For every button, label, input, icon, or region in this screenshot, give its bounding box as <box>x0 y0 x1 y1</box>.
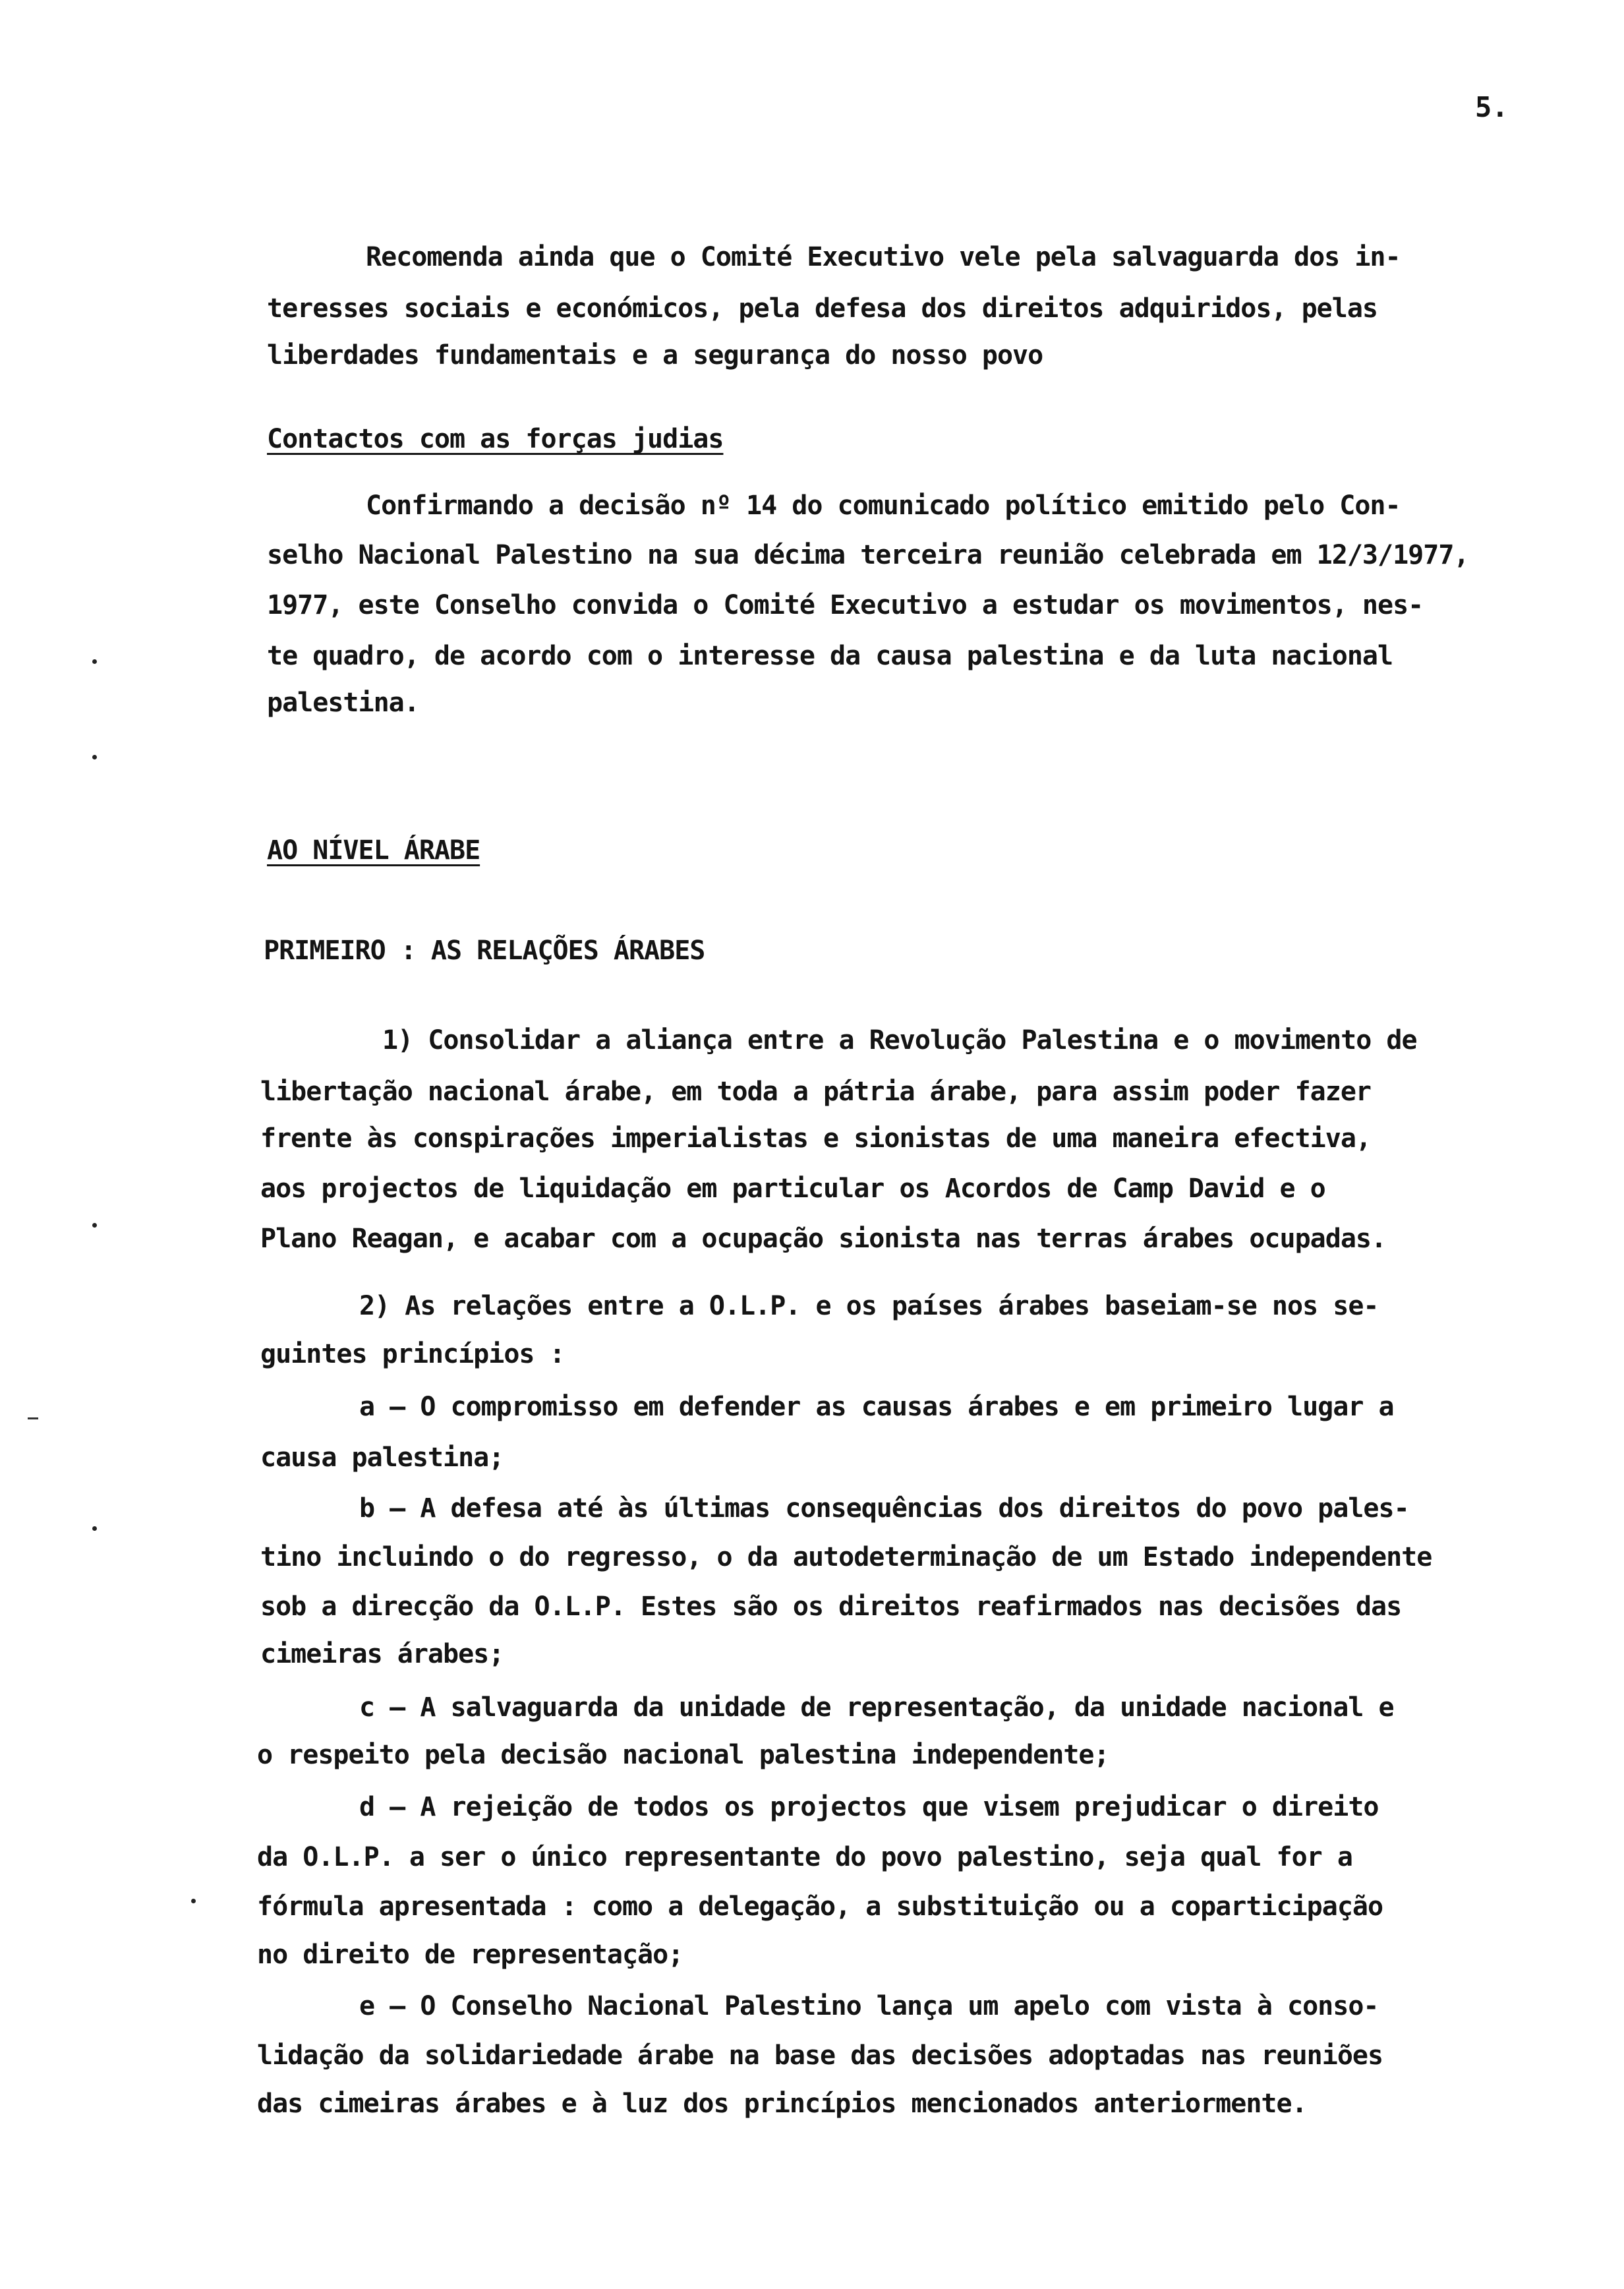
list-item-line: e — O Conselho Nacional Palestino lança um apelo com vista à conso- <box>359 1991 1379 2021</box>
paragraph-line: Confirmando a decisão nº 14 do comunicado político emitido pelo Con- <box>366 490 1401 521</box>
list-item-line: das cimeiras árabes e à luz dos princípios mencionados anteriormente. <box>257 2089 1307 2119</box>
margin-mark <box>92 1526 97 1531</box>
paragraph-line: 1) Consolidar a aliança entre a Revolução Palestina e o movimento de <box>382 1025 1417 1055</box>
paragraph-line: palestina. <box>267 688 419 718</box>
paragraph-line: libertação nacional árabe, em toda a pátria árabe, para assim poder fazer <box>260 1077 1371 1107</box>
list-item-line: c — A salvaguarda da unidade de representação, da unidade nacional e <box>359 1692 1394 1723</box>
margin-mark <box>92 755 97 759</box>
list-item-line: b — A defesa até às últimas consequências dos direitos do povo pales- <box>359 1493 1409 1524</box>
list-item-line: o respeito pela decisão nacional palestina independente; <box>257 1740 1109 1770</box>
paragraph-line: teresses sociais e económicos, pela defesa dos direitos adquiridos, pelas <box>267 293 1378 324</box>
paragraph-line: liberdades fundamentais e a segurança do nosso povo <box>267 340 1043 371</box>
paragraph-line: te quadro, de acordo com o interesse da causa palestina e da luta nacional <box>267 641 1393 671</box>
list-item-line: da O.L.P. a ser o único representante do povo palestino, seja qual for a <box>257 1842 1352 1872</box>
paragraph-line: Recomenda ainda que o Comité Executivo vele pela salvaguarda dos in- <box>366 242 1401 272</box>
list-item-line: causa palestina; <box>260 1442 504 1473</box>
list-item-line: cimeiras árabes; <box>260 1639 504 1669</box>
list-item-line: fórmula apresentada : como a delegação, a substituição ou a coparticipação <box>257 1891 1383 1922</box>
paragraph-line: 1977, este Conselho convida o Comité Executivo a estudar os movimentos, nes- <box>267 590 1424 620</box>
margin-mark <box>92 1223 97 1228</box>
list-item-line: d — A rejeição de todos os projectos que visem prejudicar o direito <box>359 1792 1379 1822</box>
paragraph-line: frente às conspirações imperialistas e sionistas de uma maneira efectiva, <box>260 1123 1371 1154</box>
list-item-line: tino incluindo o do regresso, o da autodeterminação de um Estado independente <box>260 1542 1432 1572</box>
margin-mark <box>191 1899 196 1903</box>
list-item-line: no direito de representação; <box>257 1940 683 1970</box>
paragraph-line: 2) As relações entre a O.L.P. e os países árabes baseiam-se nos se- <box>359 1291 1379 1321</box>
margin-mark <box>92 659 97 664</box>
paragraph-line: Plano Reagan, e acabar com a ocupação sionista nas terras árabes ocupadas. <box>260 1224 1387 1254</box>
paragraph-line: guintes princípios : <box>260 1339 565 1369</box>
margin-mark <box>28 1417 38 1419</box>
list-item-line: lidação da solidariedade árabe na base das decisões adoptadas nas reuniões <box>257 2040 1383 2071</box>
section-heading-arab-level: AO NÍVEL ÁRABE <box>267 835 480 866</box>
page-number: 5. <box>1475 91 1509 123</box>
list-item-line: sob a direcção da O.L.P. Estes são os direitos reafirmados nas decisões das <box>260 1591 1402 1622</box>
paragraph-line: aos projectos de liquidação em particular os Acordos de Camp David e o <box>260 1174 1325 1204</box>
paragraph-line: selho Nacional Palestino na sua décima terceira reunião celebrada em 12/3/1977, <box>267 540 1469 570</box>
section-heading-contacts: Contactos com as forças judias <box>267 424 724 454</box>
subsection-heading-first: PRIMEIRO : AS RELAÇÕES ÁRABES <box>264 936 705 966</box>
list-item-line: a — O compromisso em defender as causas árabes e em primeiro lugar a <box>359 1392 1394 1422</box>
